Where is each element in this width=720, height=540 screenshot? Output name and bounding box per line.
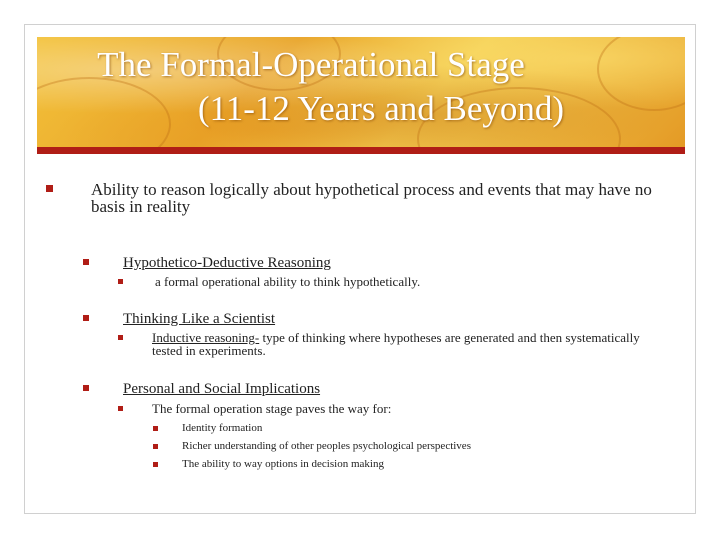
- list-item: The ability to way options in decision making: [182, 458, 384, 470]
- section-heading-personal-social: Personal and Social Implications: [123, 381, 321, 397]
- bullet-square-icon: [46, 185, 53, 192]
- slide-title: [37, 43, 685, 131]
- slide: [24, 24, 696, 514]
- bullet-square-icon: [153, 426, 158, 431]
- title-divider: [37, 147, 685, 154]
- bullet-square-icon: [153, 462, 158, 467]
- title-line-2: (11-12 Years and Beyond): [197, 89, 565, 128]
- bullet-square-icon: [118, 406, 123, 411]
- bullet-square-icon: [83, 385, 89, 391]
- list-item: Identity formation: [182, 422, 263, 434]
- bullet-square-icon: [83, 259, 89, 265]
- bullet-square-icon: [118, 335, 123, 340]
- term-inductive-reasoning: Inductive reasoning-: [152, 330, 260, 345]
- section-detail-thinking-like-scientist: [152, 331, 662, 357]
- section-heading-thinking-like-scientist: Thinking Like a Scientist: [123, 311, 276, 327]
- title-line-1: The Formal-Operational Stage: [97, 45, 525, 84]
- bullet-square-icon: [153, 444, 158, 449]
- bullet-square-icon: [118, 279, 123, 284]
- title-banner: [37, 37, 685, 147]
- bullet-square-icon: [83, 315, 89, 321]
- section-heading-hypothetico-deductive: Hypothetico-Deductive Reasoning: [123, 255, 331, 271]
- term-definition: type of thinking where hypotheses are generated and then systematically tested in experiments.: [152, 330, 640, 358]
- main-point: Ability to reason logically about hypothetical process and events that may have no basis in reality: [91, 180, 652, 216]
- list-item: Richer understanding of other peoples psychological perspectives: [182, 440, 471, 452]
- section-detail-hypothetico-deductive: a formal operational ability to think hypothetically.: [155, 274, 421, 289]
- section-detail-personal-social: The formal operation stage paves the way for:: [152, 401, 392, 416]
